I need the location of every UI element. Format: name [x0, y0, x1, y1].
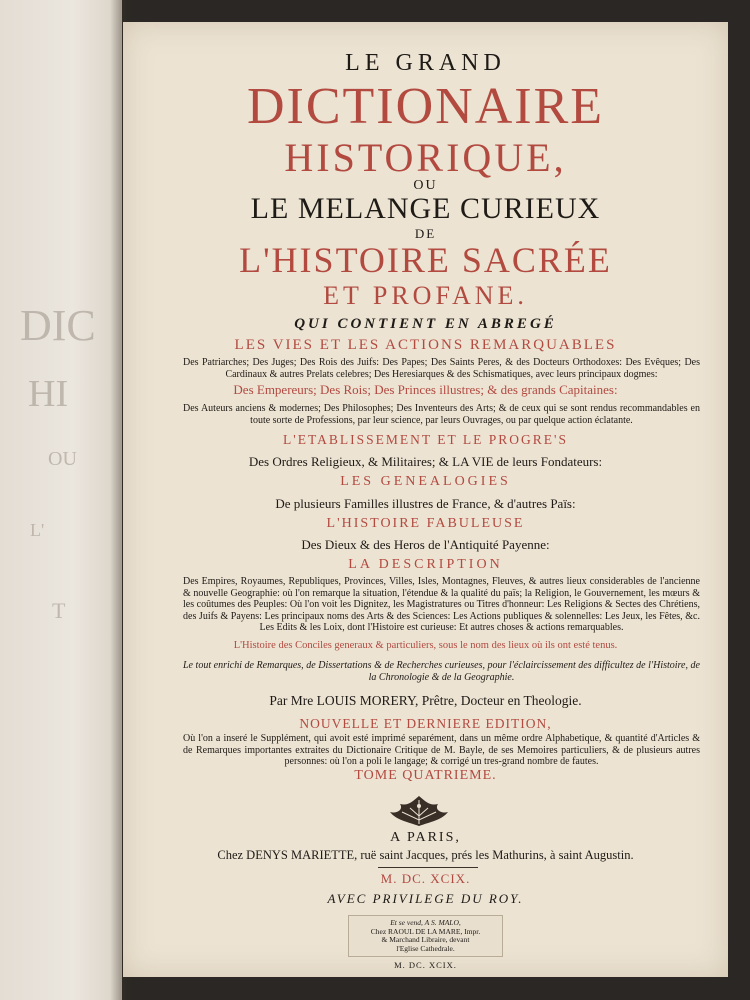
line-conciles: L'Histoire des Conciles generaux & particuliers, sous le nom des lieux où ils ont esté tenus.: [233, 640, 618, 651]
paragraph-supplement: Où l'on a inseré le Supplément, qui avoit esté imprimé separément, dans un même ordre Alphabetique, & quantité d'Articles & de Remarques importantes extraites du Dictionaire Critique de M. Bayle, de ses Memoires particuliers, & de plusieurs autres personnes: où l'on a poli le langage; & corrigé un tres-grand nombre de fautes.: [183, 733, 700, 767]
subtitle-qui-contient: QUI CONTIENT EN ABREGÉ: [294, 316, 557, 332]
label-date: M. DC. XCIX.: [394, 960, 457, 970]
line-familles: De plusieurs Familles illustres de France, & d'autres Païs:: [275, 496, 576, 511]
label-line: l'Eglise Cathedrale.: [396, 943, 455, 953]
imprint-privilege: AVEC PRIVILEGE DU ROY.: [327, 891, 524, 906]
imprint-rule: [378, 867, 478, 868]
title-histoire-sacree: L'HISTOIRE SACRÉE: [239, 240, 612, 280]
title-historique: HISTORIQUE,: [284, 135, 567, 180]
imprint-a-paris: A PARIS,: [390, 830, 461, 845]
imprint-date: M. DC. XCIX.: [380, 871, 471, 886]
label-line: Chez RAOUL DE LA MARE, Impr.: [370, 926, 481, 936]
ghost-text: T: [52, 598, 66, 623]
label-line: Et se vend, A S. MALO,: [390, 918, 461, 927]
paragraph-empires: Des Empires, Royaumes, Republiques, Provinces, Villes, Isles, Montagnes, Fleuves, & autres lieux considerables de l'ancienne & nouvelle Geographie: où l'on remarque la situation, l'étendue & la qualité du païs; la Religion, le Gouvernement, les mœurs & les coûtumes des Peuples: Où l'on voit les Dignitez, les Magistratures ou Titres d'honneur: Les Religions & Sectes des Chrétiens, des Juifs & Payens: Les principaux noms des Arts & des Sciences: Les Actions publiques & solennelles: Les Jeux, les Fêtes, &c. Les Edits & les Loix, dont l'Histoire est curieuse: Et autres choses & actions remarquables.: [183, 576, 700, 633]
line-empereurs: Des Empereurs; Des Rois; Des Princes illustres; & des grands Capitaines:: [233, 382, 618, 397]
title-melange: LE MELANGE CURIEUX: [250, 192, 601, 225]
title-de: DE: [414, 226, 437, 241]
title-dictionaire: DICTIONAIRE: [246, 78, 605, 135]
ghost-text: DIC: [20, 301, 96, 350]
title-page: [123, 22, 728, 977]
bookseller-label: [348, 915, 503, 957]
label-line: & Marchand Libraire, devant: [381, 935, 470, 944]
title-le-grand: LE GRAND: [345, 50, 506, 76]
title-ou: OU: [413, 178, 438, 193]
paragraph-patriarches: Des Patriarches; Des Juges; Des Rois des Juifs: Des Papes; Des Saints Peres, & des Docteurs Orthodoxes: Des Evêques; Des Cardinaux & autres Prelats celebres; Des Heresiarques & des Schismatiques, avec leurs principaux dogmes:: [183, 357, 700, 380]
title-et-profane: ET PROFANE.: [323, 281, 528, 310]
line-author: Par Mre LOUIS MORERY, Prêtre, Docteur en Theologie.: [269, 693, 582, 708]
floral-ornament-icon: [386, 792, 452, 830]
paragraph-auteurs: Des Auteurs anciens & modernes; Des Philosophes; Des Inventeurs des Arts; & de ceux qui se sont rendus recommandables en toute sorte de Professions, par leur science, par leurs Ouvrages, ou par quelque action éclatante.: [183, 403, 700, 426]
paragraph-remarques: Le tout enrichi de Remarques, de Dissertations & de Recherches curieuses, pour l'éclaircissement des difficultez de l'Histoire, de la Chronologie & de la Geographie.: [183, 660, 700, 683]
heading-tome: TOME QUATRIEME.: [354, 768, 497, 783]
heading-description: LA DESCRIPTION: [348, 557, 503, 572]
ghost-text: L': [30, 520, 45, 540]
imprint-publisher: Chez DENYS MARIETTE, ruë saint Jacques, prés les Mathurins, à saint Augustin.: [217, 848, 634, 862]
ghost-text: HI: [28, 373, 69, 415]
heading-vies-actions: LES VIES ET LES ACTIONS REMARQUABLES: [234, 337, 617, 353]
line-dieux-heros: Des Dieux & des Heros de l'Antiquité Payenne:: [301, 537, 550, 552]
left-page: [0, 0, 122, 1000]
heading-genealogies: LES GENEALOGIES: [340, 474, 511, 489]
heading-etablissement: L'ETABLISSEMENT ET LE PROGRE'S: [283, 432, 568, 447]
heading-histoire-fabuleuse: L'HISTOIRE FABULEUSE: [326, 516, 525, 531]
heading-nouvelle-edition: NOUVELLE ET DERNIERE EDITION,: [299, 716, 552, 731]
line-ordres-religieux: Des Ordres Religieux, & Militaires; & LA VIE de leurs Fondateurs:: [248, 454, 603, 469]
ghost-text: OU: [48, 448, 77, 470]
